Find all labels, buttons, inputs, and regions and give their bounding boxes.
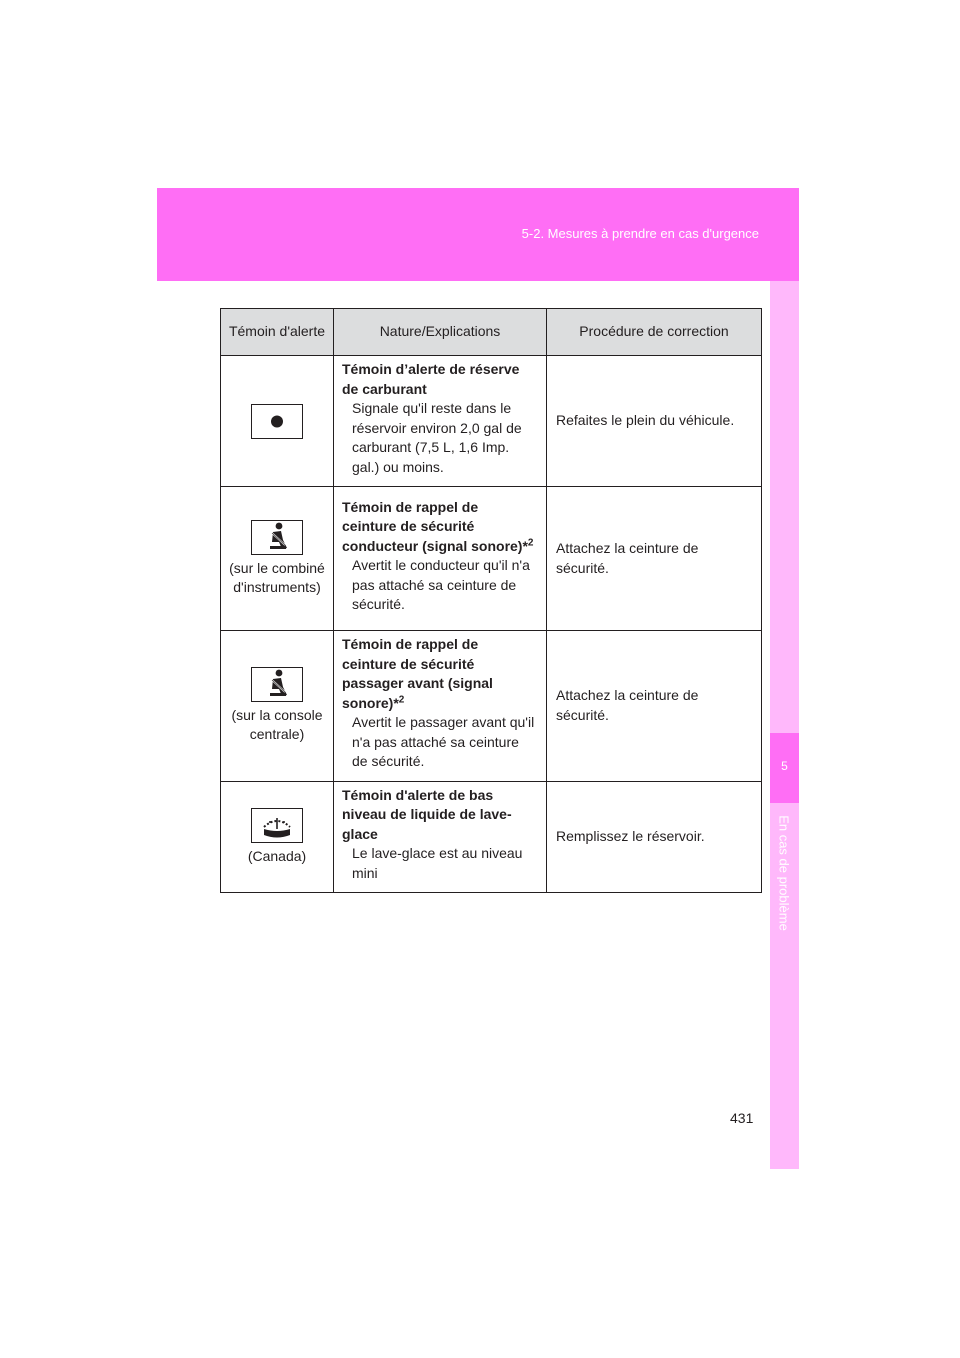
nature-description: Avertit le conducteur qu'il n'a pas attaché sa ceinture de sécurité.	[352, 557, 530, 612]
warning-light-cell	[221, 356, 334, 487]
table-row	[221, 781, 762, 893]
nature-cell	[334, 781, 547, 893]
page-number: 431	[730, 1110, 754, 1126]
warning-lights-table	[220, 308, 762, 893]
procedure-cell: Refaites le plein du véhicule.	[547, 356, 762, 487]
table-row	[221, 487, 762, 631]
side-strip	[770, 281, 799, 1169]
seatbelt-icon	[251, 667, 303, 702]
table-header-row	[221, 309, 762, 356]
column-header-procedure: Procédure de correction	[547, 309, 762, 356]
chapter-label: En cas de problème	[776, 815, 792, 931]
nature-title-text: Témoin de rappel de ceinture de sécurité passager avant (signal sonore)*	[342, 636, 493, 711]
nature-description: Signale qu'il reste dans le réservoir environ 2,0 gal de carburant (7,5 L, 1,6 Imp. gal.) ou moins.	[352, 400, 522, 475]
section-header-band	[157, 188, 799, 281]
procedure-cell: Attachez la ceinture de sécurité.	[547, 487, 762, 631]
washer-fluid-icon	[251, 808, 303, 843]
table-row	[221, 631, 762, 782]
seatbelt-icon	[251, 520, 303, 555]
nature-cell	[334, 487, 547, 631]
chapter-tab	[770, 733, 799, 803]
footnote-marker: 2	[527, 536, 534, 548]
nature-cell	[334, 356, 547, 487]
nature-title	[342, 635, 536, 713]
nature-cell	[334, 631, 547, 782]
section-title: 5-2. Mesures à prendre en cas d'urgence	[521, 226, 759, 241]
warning-light-cell	[221, 781, 334, 893]
nature-title-text: Témoin de rappel de ceinture de sécurité conducteur (signal sonore)*	[342, 498, 528, 554]
nature-description: Le lave-glace est au niveau mini	[352, 845, 523, 881]
nature-title	[342, 498, 536, 557]
location-note: (Canada)	[247, 847, 307, 864]
warning-light-cell	[221, 487, 334, 631]
location-note: (sur le combiné d'instruments)	[229, 559, 325, 595]
column-header-nature: Nature/Explications	[334, 309, 547, 356]
chapter-number: 5	[781, 759, 788, 773]
location-note: (sur la console centrale)	[231, 706, 323, 743]
nature-title: Témoin d’alerte de réserve de carburant	[342, 361, 520, 397]
procedure-cell: Remplissez le réservoir.	[547, 781, 762, 893]
column-header-warning-light: Témoin d'alerte	[221, 309, 334, 356]
footnote-marker: 2	[398, 693, 405, 705]
nature-title: Témoin d'alerte de bas niveau de liquide de lave-glace	[342, 786, 512, 842]
fuel-pump-icon	[251, 404, 303, 439]
table-row	[221, 356, 762, 487]
procedure-cell: Attachez la ceinture de sécurité.	[547, 631, 762, 782]
nature-description: Avertit le passager avant qu'il n'a pas attaché sa ceinture de sécurité.	[352, 714, 535, 769]
warning-light-cell	[221, 631, 334, 782]
